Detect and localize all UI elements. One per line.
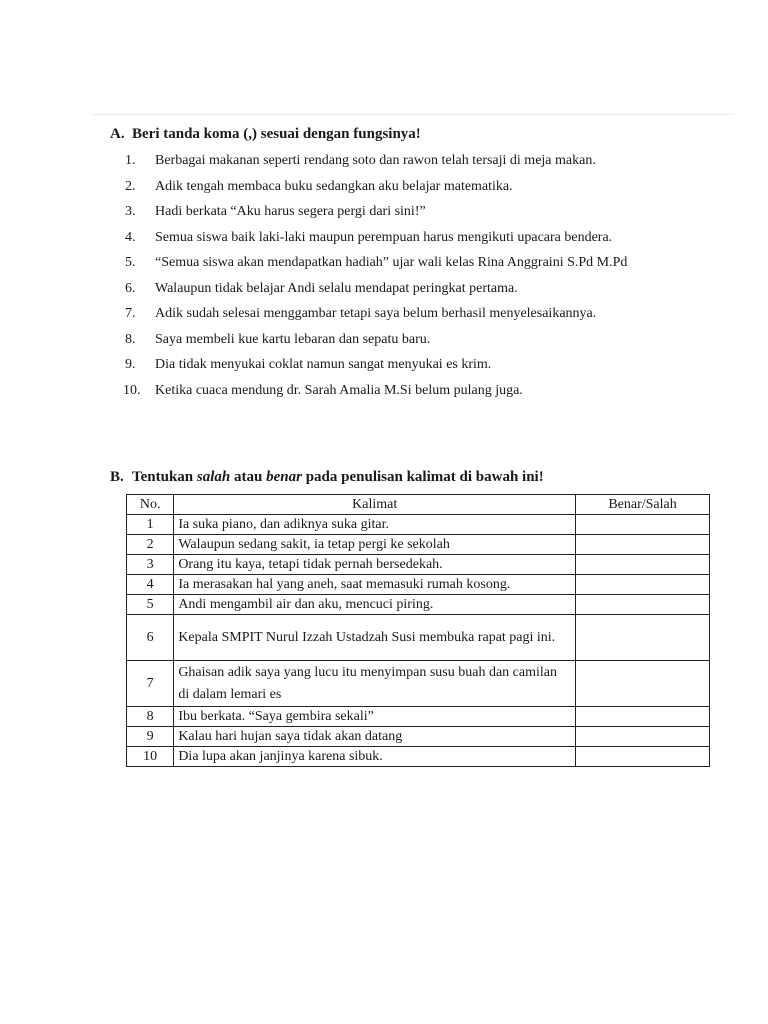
item-text: Adik tengah membaca buku sedangkan aku belajar matematika. [155,178,513,194]
list-item [110,201,730,227]
row-kalimat: Dia lupa akan janjinya karena sibuk. [174,747,576,767]
item-text: Saya membeli kue kartu lebaran dan sepatu baru. [155,331,431,347]
section-b-letter: B. [110,469,124,485]
header-benar-salah: Benar/Salah [576,495,710,515]
item-number: 3. [125,204,136,219]
list-item [110,227,730,253]
item-text: Berbagai makanan seperti rendang soto dan rawon telah tersaji di meja makan. [155,153,596,168]
row-kalimat: Kepala SMPIT Nurul Izzah Ustadzah Susi membuka rapat pagi ini. [174,615,576,661]
item-number: 9. [125,357,136,372]
header-no: No. [127,495,174,515]
row-number: 7 [127,661,174,707]
table-row [127,707,710,727]
list-item [110,303,730,329]
row-answer-cell[interactable] [576,595,710,615]
item-text: Dia tidak menyukai coklat namun sangat menyukai es krim. [155,357,492,372]
header-kalimat: Kalimat [174,495,576,515]
row-answer-cell[interactable] [576,661,710,707]
row-answer-cell[interactable] [576,615,710,661]
table-row [127,615,710,661]
item-text: Ketika cuaca mendung dr. Sarah Amalia M.Si belum pulang juga. [155,382,523,398]
row-kalimat: Orang itu kaya, tetapi tidak pernah bersedekah. [174,555,576,575]
table-row [127,747,710,767]
page-top-rule [92,114,734,115]
row-number: 1 [127,515,174,535]
row-kalimat: Ia suka piano, dan adiknya suka gitar. [174,515,576,535]
item-text: “Semua siswa akan mendapatkan hadiah” ujar wali kelas Rina Anggraini S.Pd M.Pd [155,255,628,270]
section-b-title-benar: benar [266,469,302,485]
row-answer-cell[interactable] [576,727,710,747]
row-kalimat: Ibu berkata. “Saya gembira sekali” [174,707,576,727]
row-number: 3 [127,555,174,575]
item-number: 1. [125,153,136,168]
row-answer-cell[interactable] [576,515,710,535]
table-row [127,575,710,595]
row-answer-cell[interactable] [576,535,710,555]
section-a-letter: A. [110,126,125,142]
section-a [110,124,730,405]
list-item [110,354,730,380]
item-text: Adik sudah selesai menggambar tetapi saya belum berhasil menyelesaikannya. [155,306,597,321]
row-kalimat: Andi mengambil air dan aku, mencuci piring. [174,595,576,615]
section-b [110,467,730,487]
table-row [127,661,710,707]
row-number: 10 [127,747,174,767]
row-answer-cell[interactable] [576,747,710,767]
row-kalimat: Ia merasakan hal yang aneh, saat memasuki rumah kosong. [174,575,576,595]
table-row [127,727,710,747]
section-a-heading [110,124,730,144]
list-item [110,329,730,355]
item-number: 5. [125,255,136,270]
row-answer-cell[interactable] [576,555,710,575]
list-item [110,252,730,278]
row-number: 4 [127,575,174,595]
item-number: 7. [125,306,136,321]
list-item [110,278,730,304]
item-number: 10. [123,382,141,398]
row-number: 6 [127,615,174,661]
section-a-list [110,150,730,405]
row-number: 2 [127,535,174,555]
section-b-heading [110,467,730,487]
section-b-title-part3: pada penulisan kalimat di bawah ini! [301,469,544,485]
section-b-title-salah: salah [196,469,231,485]
row-answer-cell[interactable] [576,575,710,595]
row-answer-cell[interactable] [576,707,710,727]
row-number: 9 [127,727,174,747]
table-row [127,555,710,575]
section-a-title: Beri tanda koma (,) sesuai dengan fungsinya! [132,126,421,142]
row-kalimat: Kalau hari hujan saya tidak akan datang [174,727,576,747]
list-item [110,380,730,406]
item-number: 4. [125,229,136,245]
table-row [127,535,710,555]
item-number: 8. [125,331,136,347]
item-number: 2. [125,178,136,194]
table-row [127,595,710,615]
table-header-row [127,495,710,515]
benar-salah-table [126,494,710,767]
row-number: 8 [127,707,174,727]
item-text: Hadi berkata “Aku harus segera pergi dari sini!” [155,204,426,219]
row-kalimat: Walaupun sedang sakit, ia tetap pergi ke sekolah [174,535,576,555]
item-number: 6. [125,280,136,296]
table-row [127,515,710,535]
section-b-title-part2: atau [230,469,267,485]
item-text: Walaupun tidak belajar Andi selalu mendapat peringkat pertama. [155,280,518,296]
row-kalimat: Ghaisan adik saya yang lucu itu menyimpan susu buah dan camilan di dalam lemari es [174,661,576,707]
item-text: Semua siswa baik laki-laki maupun perempuan harus mengikuti upacara bendera. [155,229,613,245]
section-b-title-part1: Tentukan [132,469,197,485]
list-item [110,150,730,176]
row-number: 5 [127,595,174,615]
list-item [110,176,730,202]
